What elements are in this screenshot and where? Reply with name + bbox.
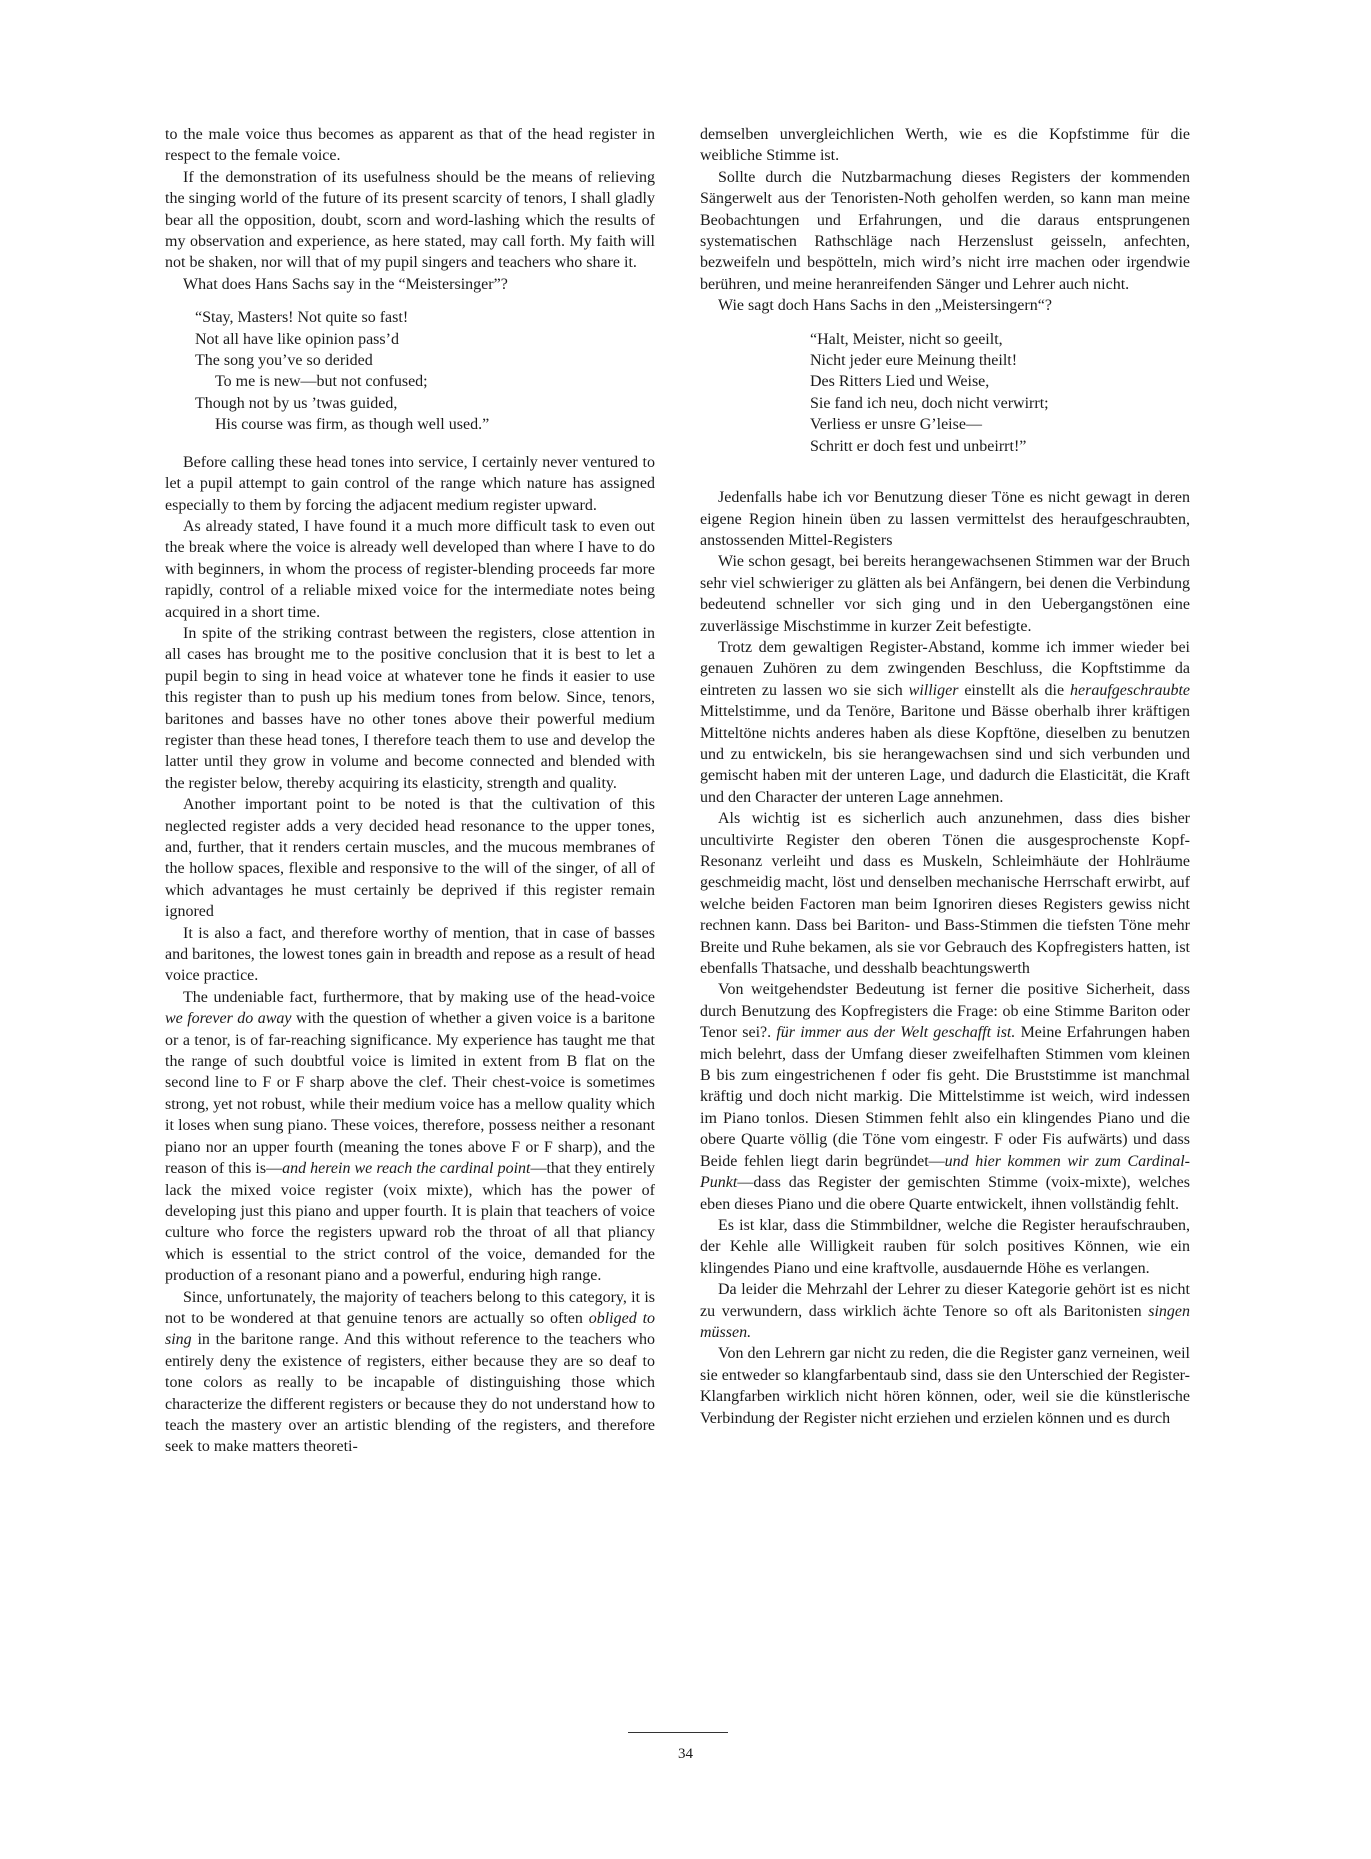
paragraph: Wie schon gesagt, bei bereits herangewachsenen Stimmen war der Bruch sehr viel schwieriger zu glätten als bei Anfängern, bei denen die Verbindung bedeutend schneller vor sich ging und in den Uebergangstönen eine zuverlässige Mischstimme in kurzer Zeit befestigte. <box>700 553 1190 635</box>
poem-line: Though not by us ’twas guided, <box>195 394 398 412</box>
text-run: The undeniable fact, furthermore, that by making use of the head-voice <box>183 988 655 1006</box>
emphasis: we forever do away <box>165 1010 292 1028</box>
text-run: in the baritone range. And this without reference to the teachers who entirely deny the existence of registers, either because they are so deaf to tone colors as really to be incapable of distinguishing those which characterize the different registers or because they do not understand how to teach the mastery over an artistic blending of the registers, and therefore seek to make matters theoreti- <box>165 1331 655 1456</box>
text-run: —dass das Register der gemischten Stimme (voix-mixte), welches eben dieses Piano und die obere Quarte entwickelt, ihnen vollständig fehlt. <box>700 1174 1190 1213</box>
paragraph: Von den Lehrern gar nicht zu reden, die die Register ganz verneinen, weil sie entweder so klangfarbentaub sind, dass sie den Unterschied der Register-Klangfarben wirklich nicht hören können, oder, weil sie die künstlerische Verbindung der Register nicht erziehen und erzielen können und es durch <box>700 1345 1190 1427</box>
footer-rule <box>628 1732 728 1733</box>
paragraph: Before calling these head tones into service, I certainly never ventured to let a pupil attempt to gain control of the range which nature has assigned especially to them by forcing the adjacent medium register upward. <box>165 453 655 514</box>
emphasis: and herein we reach the cardinal point <box>282 1160 531 1178</box>
paragraph <box>700 1279 1190 1343</box>
paragraph: In spite of the striking contrast between the registers, close attention in all cases has brought me to the positive conclusion that it is best to let a pupil begin to sing in head voice at whatever tone he finds it easier to use this register than to push up his medium tones from below. Since, tenors, baritones and basses have no other tones above their powerful medium register than these head tones, I therefore teach them to use and develop the latter until they grow in volume and become connected and blended with the register below, thereby acquiring its elasticity, strength and quality. <box>165 624 655 792</box>
poem-quote <box>165 307 655 435</box>
emphasis: obliged to sing <box>165 1309 656 1349</box>
poem-line: “Stay, Masters! Not quite so fast! <box>195 309 409 327</box>
paragraph: As already stated, I have found it a much more difficult task to even out the break where the voice is already well developed than where I have to do with beginners, in whom the process of register-blending proceeds far more rapidly, control of a reliable mixed voice for the intermediate notes being acquired in a short time. <box>165 517 655 621</box>
paragraph: If the demonstration of its usefulness should be the means of relieving the singing world of the future of its present scarcity of tenors, I shall gladly bear all the opposition, doubt, scorn and word-lashing which the results of my observation and experience, as here stated, may call forth. My faith will not be shaken, nor will that of my pupil singers and teachers who share it. <box>165 168 655 272</box>
paragraph <box>165 1287 655 1458</box>
text-run: Meine Erfahrungen haben mich belehrt, dass der Umfang dieser zweifelhaften Stimmen vom kleinen B bis zum eingestrichenen f oder fis geht. Die Bruststimme ist manchmal kräftig und doch nicht markig. Die Mittelstimme ist weich, wird indessen im Piano tonlos. Diesen Stimmen fehlt also ein klingendes Piano und die obere Quarte völlig (die Töne vom eingestr. F oder Fis aufwärts) und dass Beide fehlen liegt darin begründet— <box>700 1024 1190 1170</box>
paragraph <box>165 987 655 1287</box>
right-column-german <box>700 124 1190 1429</box>
paragraph: Jedenfalls habe ich vor Benutzung dieser Töne es nicht gewagt in deren eigene Region hinein üben zu lassen vermittelst des heraufgeschraubten, anstossenden Mittel-Registers <box>700 489 1190 549</box>
paragraph: Wie sagt doch Hans Sachs in den „Meistersingern“? <box>718 297 1052 315</box>
poem-line: To me is new—but not confused; <box>215 373 428 391</box>
poem-line: “Halt, Meister, nicht so geeilt, <box>810 330 1003 348</box>
paragraph: Als wichtig ist es sicherlich auch anzunehmen, dass dies bisher uncultivirte Register den oberen Tönen die ausgesprochenste Kopf-Resonanz verleiht und dass es Muskeln, Schleimhäute der Hohlräume geschmeidig macht, löst und denselben mechanische Herrschaft erwirbt, auf welche beiden Factoren man beim Ignoriren dieses Registers gewiss nicht rechnen kann. Dass bei Bariton- und Bass-Stimmen die tiefsten Töne mehr Breite und Ruhe bekamen, als sie vor Gebrauch des Kopfregisters hatten, ist ebenfalls Thatsache, und desshalb beachtungswerth <box>700 810 1190 978</box>
poem-line: Nicht jeder eure Meinung theilt! <box>810 352 1018 370</box>
poem-line: Des Ritters Lied und Weise, <box>810 373 990 391</box>
paragraph: Another important point to be noted is that the cultivation of this neglected register adds a very decided head resonance to the upper tones, and, further, that it renders certain muscles, and the mucous membranes of the hollow spaces, flexible and responsive to the will of the singer, of all of which advantages he must certainly be deprived if this register remain ignored <box>165 796 655 921</box>
emphasis: für immer aus der Welt geschafft ist. <box>776 1024 1016 1042</box>
emphasis: und hier kommen wir zum Cardinal-Punkt <box>700 1152 1191 1192</box>
text-run: Mittelstimme, und da Tenöre, Baritone und Bässe oberhalb ihrer kräftigen Mitteltöne nichts anderes haben als diese Kopftöne, dieselben zu benutzen und zu entwickeln, bis sie herangewachsen sind und sich verbunden und gemischt haben mit der unteren Lage, und dadurch die Elasticität, die Kraft und den Character der unteren Lage annehmen. <box>700 703 1190 806</box>
poem-line: Verliess er unsre G’leise— <box>810 416 982 434</box>
paragraph: What does Hans Sachs say in the “Meistersinger”? <box>183 275 508 293</box>
paragraph: Sollte durch die Nutzbarmachung dieses Registers der kommenden Sängerwelt aus der Tenoristen-Noth geholfen werden, so kann man meine Beobachtungen und Erfahrungen, und die daraus entsprungenen systematischen Rathschläge nach Herzenslust geisseln, anfechten, bezweifeln und bespötteln, mich wird’s nicht irre machen oder irgendwie berühren, und meine heranreifenden Sänger und Lehrer auch nicht. <box>700 168 1190 293</box>
paragraph: It is also a fact, and therefore worthy of mention, that in case of basses and baritones, the lowest tones gain in breadth and repose as a result of head voice practice. <box>165 924 655 985</box>
emphasis: heraufgeschraubte <box>1070 681 1190 699</box>
poem-quote <box>700 329 1190 457</box>
text-run: Von weitgehendster Bedeutung ist ferner die positive Sicherheit, dass durch Benutzung des Kopfregisters die Frage: ob eine Stimme Bariton oder Tenor sei?. <box>700 981 1190 1042</box>
text-run: Since, unfortunately, the majority of teachers belong to this category, it is not to be wondered at that genuine tenors are actually so often <box>165 1288 655 1327</box>
paragraph <box>700 637 1190 808</box>
left-column-english <box>165 124 655 1458</box>
emphasis: williger <box>908 681 959 699</box>
paragraph: demselben unvergleichlichen Werth, wie es die Kopfstimme für die weibliche Stimme ist. <box>700 126 1190 165</box>
emphasis: singen müssen. <box>700 1302 1190 1341</box>
poem-line: Not all have like opinion pass’d <box>195 330 399 348</box>
poem-line: Schritt er doch fest und unbeirrt!” <box>810 437 1027 455</box>
text-run: with the question of whether a given voice is a baritone or a tenor, is of far-reaching significance. My experience has taught me that the range of such doubtful voice is limited in extent from B flat on the second line to F or F sharp above the clef. Their chest-voice is sometimes strong, yet not robust, while their medium voice has a mellow quality which it loses when sung piano. These voices, therefore, possess neither a resonant piano nor an upper fourth (meaning the tones above F or F sharp), and the reason of this is— <box>165 1010 656 1178</box>
poem-line: Sie fand ich neu, doch nicht verwirrt; <box>810 394 1049 412</box>
text-run: einstellt als die <box>958 681 1071 699</box>
paragraph: to the male voice thus becomes as apparent as that of the head register in respect to the female voice. <box>165 126 655 165</box>
text-run: Da leider die Mehrzahl der Lehrer zu dieser Kategorie gehört ist es nicht zu verwundern, dass wirklich ächte Tenore so oft als Baritonisten <box>700 1281 1190 1320</box>
text-run: —that they entirely lack the mixed voice register (voix mixte), which has the power of developing just this piano and upper fourth. It is plain that teachers of voice culture who force the registers upward rob the throat of all that pliancy which is essential to the strict control of the voice, demanded for the production of a resonant piano and a powerful, enduring high range. <box>165 1160 656 1285</box>
poem-line: His course was firm, as though well used.” <box>215 416 490 434</box>
paragraph: Es ist klar, dass die Stimmbildner, welche die Register heraufschrauben, der Kehle alle Willigkeit rauben für solch positives Können, wie ein klingendes Piano und eine kraftvolle, ausdauernde Höhe es verlangen. <box>700 1216 1190 1277</box>
text-run: Trotz dem gewaltigen Register-Abstand, komme ich immer wieder bei genauen Zuhören zu dem zwingenden Beschluss, die Kopftstimme da eintreten zu lassen wo sie sich <box>700 638 1190 699</box>
page-number: 34 <box>678 1746 693 1762</box>
poem-line: The song you’ve so derided <box>195 352 373 370</box>
paragraph <box>700 979 1190 1214</box>
